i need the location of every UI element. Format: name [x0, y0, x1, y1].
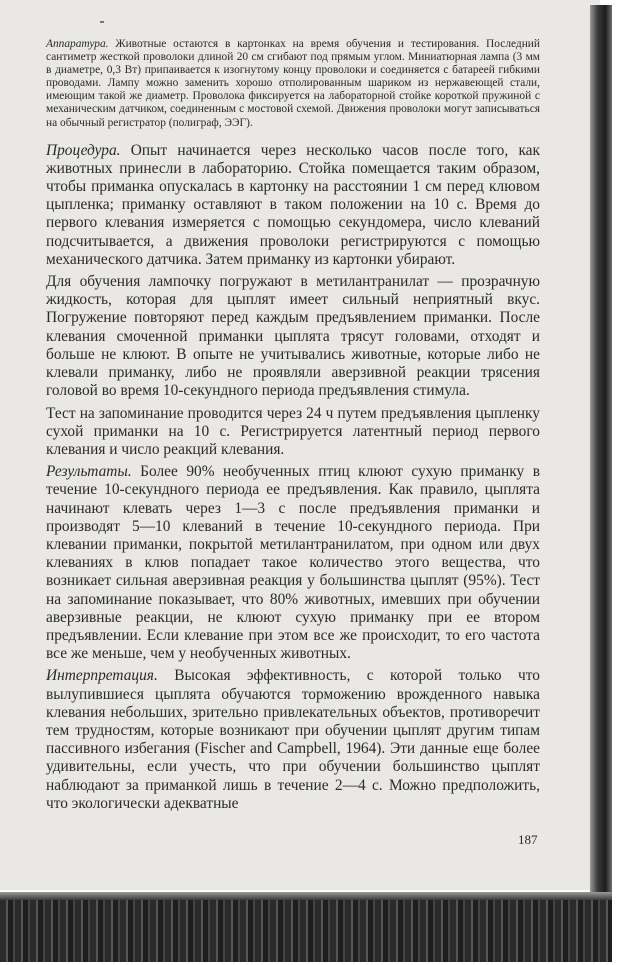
- results-lead: Результаты.: [46, 463, 132, 481]
- interpretation-text: Высокая эффективность, с которой только что вылупившиеся цыплята обучаются торможению врожденного навыка клевания небольших, зрительно привлекательных объектов, противоречит тем трудностям, которые возникают при обучении цыплят другим типам пассивного избегания (Fischer and Campbell, 1964). Эти данные еще более удивительны, если учесть, что при обучении большинство цыплят наблюдают за приманкой лишь в течение 2—4 с. Можно предположить, что экологически адекватные: [46, 667, 540, 812]
- page-text: [46, 38, 540, 817]
- procedure-paragraph: [46, 142, 540, 269]
- interpretation-paragraph: [46, 667, 540, 813]
- results-text: Более 90% необученных птиц клюют сухую приманку в течение 10-секундного периода ее предъявления. Как правило, цыплята начинают клевать через 1—3 с после предъявления приманки и производят 5—10 клеваний в течение 10-секундного периода. При клевании приманки, покрытой метилантранилатом, при одном или двух клеваниях в клюв попадает такое количество этого вещества, что возникает сильная аверзивная реакция у большинства цыплят (95%). Тест на запоминание показывает, что 80% животных, имевших при обучении аверзивные реакции, не клюют сухую приманку при ее втором предъявлении. Если клевание при этом все же происходит, то его частота все же меньше, чем у необученных животных.: [46, 463, 540, 663]
- page-edge-strip: [0, 892, 612, 962]
- procedure-text: Опыт начинается через несколько часов после того, как животных принесли в лабораторию. Стойка помещается таким образом, чтобы приманка опускалась в картонку на расстоянии 1 см перед клювом цыпленка; приманку оставляют в таком положении на 10 с. Время до первого клевания измеряется с помощью секундомера, число клеваний подсчитывается, а движения проволоки регистрируются с помощью механического датчика. Затем приманку из картонки убирают.: [46, 141, 540, 268]
- print-mark: [100, 21, 104, 23]
- page-number: 187: [518, 832, 538, 847]
- memory-test-paragraph: Тест на запоминание проводится через 24 ч путем предъявления цыпленку сухой приманки на 10 с. Регистрируется латентный период первого клевания и число реакций клевания.: [46, 404, 540, 458]
- apparatus-text: Животные остаются в картонках на время обучения и тестирования. Последний сантиметр жесткой проволоки длиной 20 см сгибают под прямым углом. Миниатюрная лампа (3 мм в диаметре, 0,3 Вт) припаивается к изогнутому концу проволоки и соединяется с батареей гибкими проводами. Лампу можно заменить хорошо отполированным шариком из нержавеющей стали, имеющим такой же диаметр. Проволока фиксируется на лабораторной стойке короткой пружиной с механическим датчиком, соединенным с мостовой схемой. Движения проволоки могут записываться на обычный регистратор (полиграф, ЭЭГ).: [46, 38, 540, 129]
- book-spine: [590, 5, 612, 895]
- training-paragraph: Для обучения лампочку погружают в метилантранилат — прозрачную жидкость, которая для цыплят имеет сильный неприятный вкус. Погружение повторяют перед каждым предъявлением приманки. После клевания смоченной приманки цыплята трясут головами, отходят и больше не клюют. В опыте не учитывались животные, которые либо не клевали приманку, либо не проявляли аверзивной реакции трясения головой во время 10-секундного периода предъявления стимула.: [46, 273, 540, 400]
- procedure-lead: Процедура.: [46, 141, 121, 159]
- apparatus-paragraph: [46, 38, 540, 130]
- results-paragraph: [46, 463, 540, 663]
- apparatus-lead: Аппаратура.: [46, 38, 109, 50]
- interpretation-lead: Интерпретация.: [46, 667, 158, 685]
